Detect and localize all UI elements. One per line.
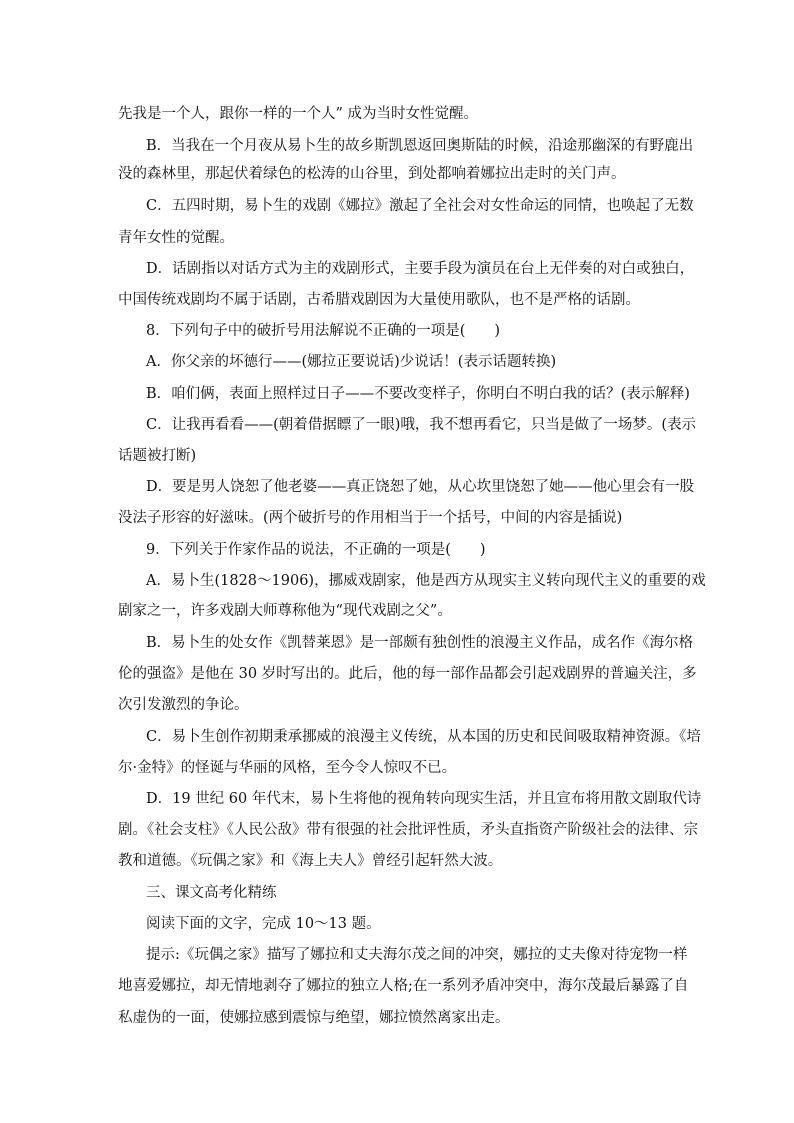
text-line: 中国传统戏剧均不属于话剧，古希腊戏剧因为大量使用歌队，也不是严格的话剧。: [118, 292, 640, 308]
text-line: 没法子形容的好滋味。(两个破折号的作用相当于一个括号，中间的内容是插说): [118, 510, 623, 526]
text-line: 尔·金特》的怪诞与华丽的风格，至今令人惊叹不已。: [118, 760, 457, 776]
text-line: C．让我再看看——(朝着借据瞟了一眼)哦，我不想再看它，只当是做了一场梦。(表示: [146, 417, 697, 433]
text-line: 先我是一个人，跟你一样的一个人” 成为当时女性觉醒。: [118, 106, 479, 122]
question-heading: 8．下列句子中的破折号用法解说不正确的一项是( ): [146, 323, 501, 339]
text-line: 地喜爱娜拉，却无情地剥夺了娜拉的独立人格;在一系列矛盾冲突中，海尔茂最后暴露了自: [118, 978, 689, 994]
text-line: B．咱们俩，表面上照样过日子——不要改变样子，你明白不明白我的话？(表示解释): [146, 386, 690, 402]
text-line: B．易卜生的处女作《凯替莱恩》是一部颇有独创性的浪漫主义作品，成名作《海尔格: [146, 635, 694, 651]
text-line: 青年女性的觉醒。: [118, 230, 234, 246]
text-line: 教和道德。《玩偶之家》和《海上夫人》曾经引起轩然大波。: [118, 853, 503, 869]
text-line: 话题被打断): [118, 448, 197, 464]
text-line: 没的森林里，那起伏着绿色的松涛的山谷里，到处都响着娜拉出走时的关门声。: [118, 166, 626, 182]
text-line: A．你父亲的坏德行——(娜拉正要说话)少说话！(表示话题转换): [146, 354, 557, 370]
text-line: B．当我在一个月夜从易卜生的故乡斯凯恩返回奥斯陆的时候，沿途那幽深的有野鹿出: [146, 138, 694, 154]
text-line: D．话剧指以对话方式为主的戏剧形式，主要手段为演员在台上无伴奏的对白或独白，: [146, 261, 695, 277]
text-line: 伦的强盗》是他在 30 岁时写出的。此后，他的每一部作品都会引起戏剧界的普遍关注，多: [118, 666, 697, 682]
text-line: 私虚伪的一面，使娜拉感到震惊与绝望，娜拉愤然离家出走。: [118, 1010, 510, 1026]
text-line: C．五四时期，易卜生的戏剧《娜拉》激起了全社会对女性命运的同情，也唤起了无数: [146, 198, 694, 214]
text-line: 提示:《玩偶之家》描写了娜拉和丈夫海尔茂之间的冲突，娜拉的丈夫像对待宠物一样: [146, 947, 688, 963]
text-line: D．19 世纪 60 年代末，易卜生将他的视角转向现实生活，并且宣布将用散文剧取代诗: [146, 791, 702, 807]
text-line: C．易卜生创作初期秉承挪威的浪漫主义传统，从本国的历史和民间吸取精神资源。《培: [146, 729, 701, 745]
text-line: D．要是男人饶恕了他老婆——真正饶恕了她，从心坎里饶恕了她——他心里会有一股: [146, 479, 695, 495]
text-line: A．易卜生(1828～1906)，挪威戏剧家，他是西方从现实主义转向现代主义的重要的戏: [146, 573, 706, 589]
question-heading: 9．下列关于作家作品的说法，不正确的一项是( ): [146, 542, 486, 558]
section-heading: 三、课文高考化精练: [146, 885, 277, 901]
text-line: 剧。《社会支柱》《人民公敌》带有很强的社会批评性质，矛头直指资产阶级社会的法律、宗: [118, 822, 698, 838]
text-line: 次引发激烈的争论。: [118, 697, 249, 713]
text-line: 阅读下面的文字，完成 10～13 题。: [146, 916, 381, 932]
text-line: 剧家之一，许多戏剧大师尊称他为“现代戏剧之父”。: [118, 603, 452, 619]
